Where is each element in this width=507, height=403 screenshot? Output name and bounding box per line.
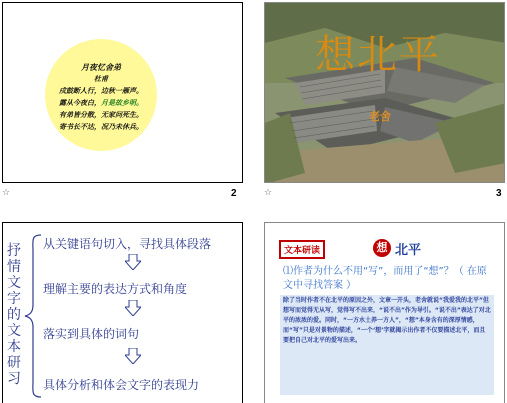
step-4: 具体分析和体会文字的表现力 xyxy=(43,378,200,392)
down-arrow-icon xyxy=(125,300,141,316)
slide-text-study[interactable] xyxy=(264,222,505,403)
slide-author: 老舍 xyxy=(369,110,391,123)
vertical-label: 抒情文字的文本研习 xyxy=(7,243,21,387)
poem-line-1: 戍鼓断人行，边秋一雁声。 xyxy=(59,86,143,95)
badge-title: 北平 xyxy=(395,243,422,258)
step-1: 从关键语句切入，寻找具体段落 xyxy=(43,237,212,251)
poem-line-2a: 露从今夜白， xyxy=(59,98,101,107)
slide-number: 3 xyxy=(496,188,502,199)
poem-author: 杜甫 xyxy=(94,74,108,83)
down-arrow-icon xyxy=(125,254,141,270)
slide-poem[interactable] xyxy=(2,2,243,183)
slide-title-photo[interactable] xyxy=(264,2,505,183)
slide-main-title: 想北平 xyxy=(315,32,441,78)
slide-number: 2 xyxy=(231,188,237,199)
left-brace xyxy=(23,231,43,401)
answer-box: 除了当时作者不在北平的原因之外，文章一开头，老舍就说“我爱我的北平”但想写而觉得无从写，觉得写不出来，“说不出”作为导引。“说不出”表达了对北平的浓浓的爱。同时，“一方水土养一方人”，“想”本身含有的深厚情感，而“写”只是对景物的描述，“一个‘想’字就揭示出作者不仅要描述北平，而且要把自己对北平的爱写出来。 xyxy=(280,295,494,395)
section-tag: 文本研读 xyxy=(279,240,325,259)
star-icon: ☆ xyxy=(264,188,273,198)
step-2: 理解主要的表达方式和角度 xyxy=(43,282,188,296)
question-text: ⑴作者为什么不用“写”，而用了“想”？（ 在原文中寻找答案 ） xyxy=(283,266,487,291)
poem-line-3: 有弟皆分散，无家问死生。 xyxy=(59,110,143,119)
poem-line-2b: 月是故乡明。 xyxy=(101,98,143,107)
poem-title: 月夜忆舍弟 xyxy=(81,62,121,72)
poem-line-4: 寄书长不达，况乃未休兵。 xyxy=(59,122,143,131)
slide-reading-method[interactable] xyxy=(2,222,243,403)
poem-line-2 xyxy=(41,97,161,109)
step-3: 落实到具体的词句 xyxy=(43,327,140,341)
poem-text xyxy=(41,61,161,133)
star-icon: ☆ xyxy=(2,188,11,198)
down-arrow-icon xyxy=(125,348,141,364)
title-badge: 想 xyxy=(373,239,391,257)
